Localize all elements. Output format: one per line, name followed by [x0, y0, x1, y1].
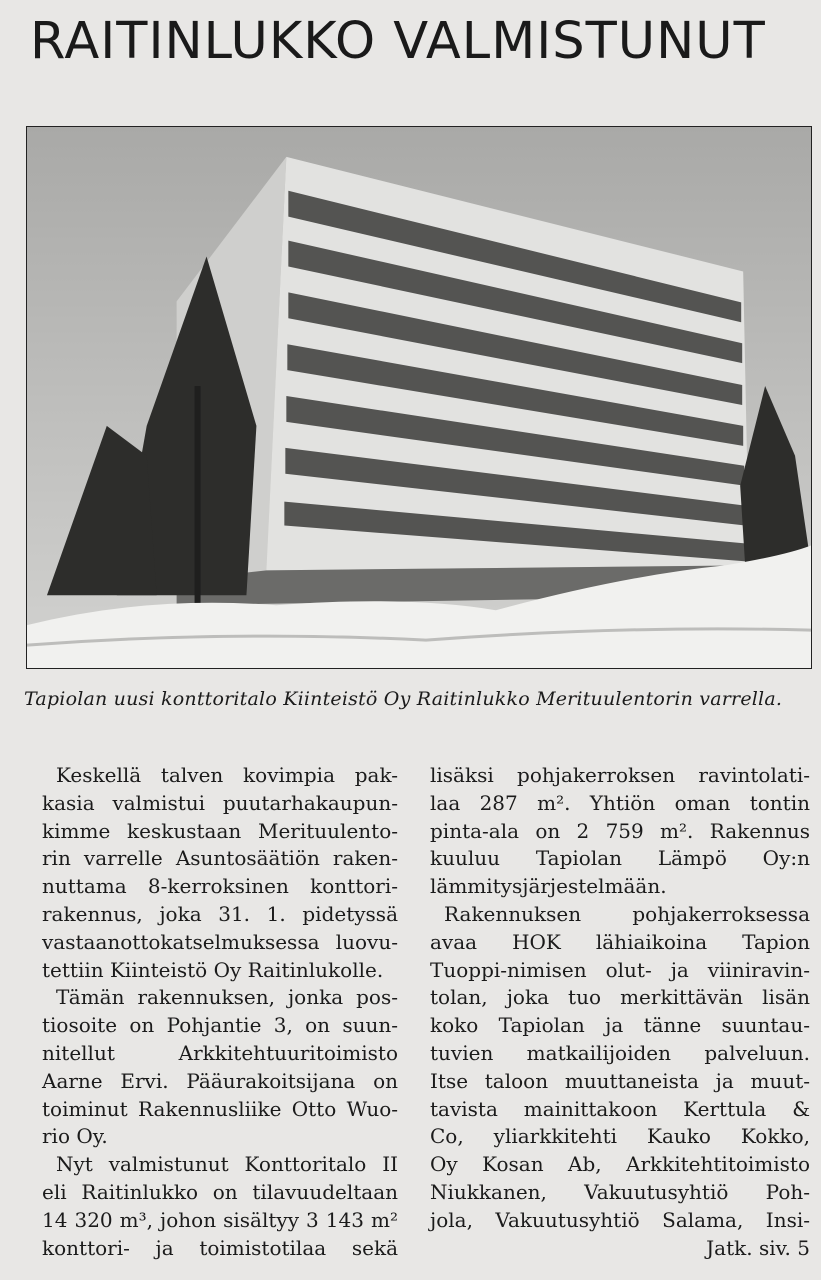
- text-line: tettiin Kiinteistö Oy Raitinlukolle.: [42, 957, 384, 982]
- text-line: eli Raitinlukko on tilavuudeltaan: [42, 1179, 398, 1204]
- text-line: Oy Kosan Ab, Arkkitehtitoimisto: [430, 1152, 810, 1177]
- text-line: tavista mainittakoon Kerttula &: [430, 1096, 810, 1121]
- text-line: Rakennuksen pohjakerroksessa: [444, 901, 810, 926]
- text-line: konttori- ja toimistotilaa sekä: [42, 1235, 398, 1260]
- text-line: Tuoppi-nimisen olut- ja viiniravin-: [430, 957, 810, 982]
- text-line: Keskellä talven kovimpia pak-: [56, 763, 398, 787]
- text-line: nitellut Arkkitehtuuritoimisto: [42, 1040, 398, 1065]
- text-line: avaa HOK lähiaikoina Tapion: [430, 929, 810, 954]
- text-line: tuvien matkailijoiden palveluun.: [430, 1040, 810, 1065]
- text-line: pinta-ala on 2 759 m². Rakennus: [430, 818, 810, 843]
- text-line: kuuluu Tapiolan Lämpö Oy:n: [430, 846, 810, 871]
- text-line: rin varrelle Asuntosäätiön raken-: [42, 846, 398, 871]
- text-line: Nyt valmistunut Konttoritalo II: [56, 1152, 398, 1177]
- text-line: 14 320 m³, johon sisältyy 3 143 m²: [42, 1207, 398, 1232]
- photo-caption: Tapiolan uusi konttoritalo Kiinteistö Oy Raitinlukko Merituulentorin varrella.: [24, 688, 783, 710]
- text-line: tolan, joka tuo merkittävän lisän: [430, 985, 810, 1010]
- text-line: Co, yliarkkitehti Kauko Kokko,: [430, 1124, 810, 1149]
- building-photo: [26, 126, 812, 669]
- text-line: rakennus, joka 31. 1. pidetyssä: [42, 901, 398, 926]
- article-column-left: [42, 762, 398, 1262]
- text-line: jola, Vakuutusyhtiö Salama, Insi-: [430, 1207, 810, 1232]
- text-line: toiminut Rakennusliike Otto Wuo-: [42, 1096, 398, 1121]
- text-line: nuttama 8-kerroksinen konttori-: [42, 874, 398, 899]
- text-line: Niukkanen, Vakuutusyhtiö Poh-: [430, 1179, 810, 1204]
- article-column-right: [430, 762, 810, 1262]
- text-line: tiosoite on Pohjantie 3, on suun-: [42, 1013, 398, 1038]
- text-line: rio Oy.: [42, 1124, 108, 1149]
- continuation-note: Jatk. siv. 5: [706, 1235, 810, 1260]
- text-line: Aarne Ervi. Pääurakoitsijana on: [42, 1068, 398, 1093]
- text-line: Itse taloon muuttaneista ja muut-: [430, 1068, 810, 1093]
- text-line: vastaanottokatselmuksessa luovu-: [42, 929, 398, 954]
- text-line: lämmitysjärjestelmään.: [430, 874, 667, 899]
- headline: RAITINLUKKO VALMISTUNUT: [30, 12, 766, 71]
- text-line: kimme keskustaan Merituulento-: [42, 818, 398, 843]
- text-line: koko Tapiolan ja tänne suuntau-: [430, 1013, 810, 1038]
- text-line: lisäksi pohjakerroksen ravintolati-: [430, 763, 810, 787]
- text-line: laa 287 m². Yhtiön oman tontin: [430, 790, 810, 815]
- text-line: kasia valmistui puutarhakaupun-: [42, 790, 398, 815]
- text-line: Tämän rakennuksen, jonka pos-: [56, 985, 398, 1010]
